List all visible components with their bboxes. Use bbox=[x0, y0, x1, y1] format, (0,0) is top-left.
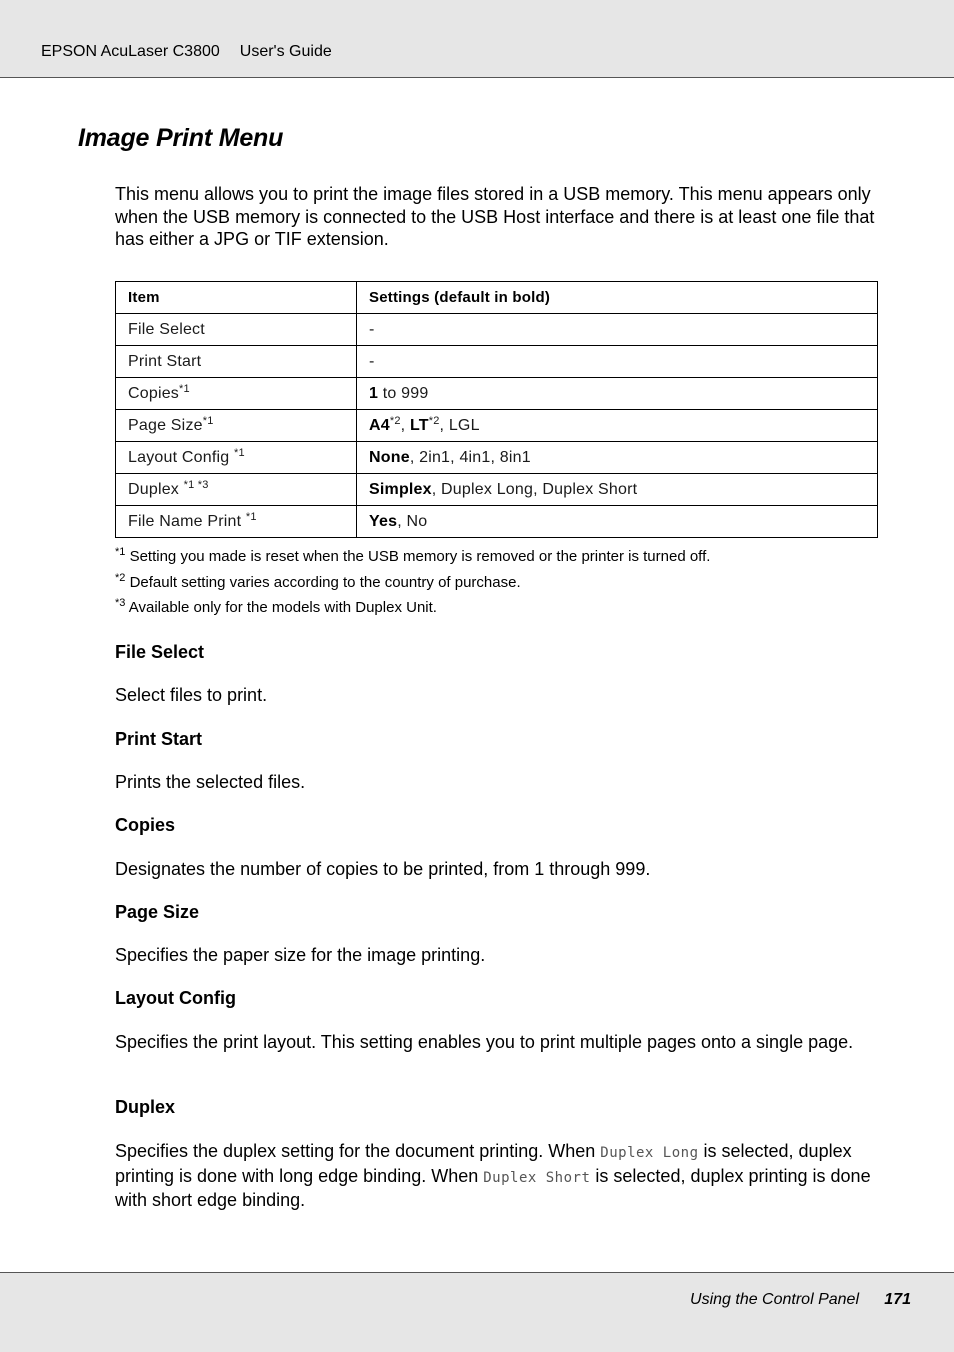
settings-cell bbox=[357, 506, 878, 538]
body-text: is selected, duplex printing is done with short edge binding. bbox=[115, 1165, 871, 1210]
section-heading-duplex: Duplex bbox=[115, 1097, 176, 1117]
footnote-ref: *1 bbox=[202, 414, 214, 427]
default-value: A4 bbox=[369, 416, 390, 434]
footnote-text: Setting you made is reset when the USB memory is removed or the printer is turned off. bbox=[125, 548, 711, 565]
item-cell bbox=[116, 474, 357, 506]
section-heading-print-start: Print Start bbox=[115, 729, 203, 749]
settings-table bbox=[115, 281, 878, 538]
default-value: None bbox=[369, 448, 410, 466]
table-footnotes bbox=[115, 548, 710, 625]
settings-value: to 999 bbox=[378, 384, 429, 402]
panel-setting-text: Duplex Short bbox=[483, 1169, 591, 1186]
section-heading-page-size: Page Size bbox=[115, 902, 200, 922]
page-title: Image Print Menu bbox=[78, 124, 284, 152]
table-row bbox=[116, 346, 878, 378]
body-text: Specifies the duplex setting for the document printing. When bbox=[115, 1141, 601, 1161]
footnote bbox=[115, 599, 710, 625]
separator: , bbox=[400, 416, 410, 434]
default-value: Yes bbox=[369, 512, 398, 530]
item-cell bbox=[116, 442, 357, 474]
footnote-ref: *1 bbox=[245, 510, 257, 523]
default-value: Simplex bbox=[369, 480, 432, 498]
guide-name: User's Guide bbox=[239, 43, 332, 60]
item-cell bbox=[116, 346, 357, 378]
settings-cell bbox=[357, 346, 878, 378]
footnote-mark: *1 bbox=[115, 546, 126, 558]
item-label: File Name Print bbox=[128, 512, 246, 530]
page-header bbox=[0, 0, 954, 78]
item-cell bbox=[116, 378, 357, 410]
intro-paragraph: This menu allows you to print the image files stored in a USB memory. This menu appears only when the USB memory is connected to the USB Host interface and there is at least one file that has either a JPG or TIF extension. bbox=[115, 184, 875, 249]
body-text: is selected, duplex printing is done with long edge binding. When bbox=[115, 1141, 852, 1186]
table-row bbox=[116, 314, 878, 346]
section-heading-copies: Copies bbox=[115, 815, 176, 835]
panel-setting-text: Duplex Long bbox=[600, 1145, 699, 1161]
settings-value: - bbox=[369, 352, 375, 370]
settings-cell bbox=[357, 410, 878, 442]
settings-cell bbox=[357, 474, 878, 506]
table-row bbox=[116, 474, 878, 506]
settings-cell bbox=[357, 314, 878, 346]
section-body-duplex bbox=[115, 1140, 885, 1212]
table-row bbox=[116, 378, 878, 410]
footnote-ref: *2 bbox=[389, 414, 401, 427]
footnote-ref: *2 bbox=[428, 414, 440, 427]
footnote bbox=[115, 571, 710, 600]
settings-value: , Duplex Long, Duplex Short bbox=[431, 480, 638, 498]
settings-value: , LGL bbox=[439, 416, 480, 434]
settings-cell bbox=[357, 378, 878, 410]
item-label: Print Start bbox=[128, 352, 202, 370]
section-body-copies: Designates the number of copies to be printed, from 1 through 999. bbox=[115, 859, 651, 879]
page-number: 171 bbox=[884, 1291, 911, 1308]
table-row bbox=[116, 442, 878, 474]
section-body-print-start: Prints the selected files. bbox=[115, 772, 306, 792]
table-row bbox=[116, 410, 878, 442]
section-heading-file-select: File Select bbox=[115, 642, 205, 662]
default-value: 1 bbox=[369, 384, 379, 402]
footnote-ref: *1 *3 bbox=[183, 478, 209, 491]
item-label: File Select bbox=[128, 320, 205, 338]
footnote bbox=[115, 548, 710, 574]
item-label: Duplex bbox=[128, 480, 184, 498]
page-footer bbox=[0, 1272, 954, 1352]
item-label: Layout Config bbox=[128, 448, 234, 466]
settings-value: , No bbox=[397, 512, 428, 530]
footnote-text: Default setting varies according to the country of purchase. bbox=[125, 573, 521, 591]
table-header-settings: Settings (default in bold) bbox=[357, 282, 878, 314]
table-header-row bbox=[116, 282, 878, 314]
section-body-file-select: Select files to print. bbox=[115, 685, 268, 705]
footnote-ref: *1 bbox=[233, 446, 245, 459]
item-label: Copies bbox=[128, 384, 180, 402]
item-cell bbox=[116, 410, 357, 442]
item-cell bbox=[116, 314, 357, 346]
footnote-ref: *1 bbox=[179, 382, 190, 395]
item-label: Page Size bbox=[128, 416, 203, 434]
header-text bbox=[41, 43, 332, 61]
section-heading-layout-config: Layout Config bbox=[115, 988, 236, 1008]
settings-value: , 2in1, 4in1, 8in1 bbox=[409, 448, 531, 466]
settings-cell bbox=[357, 442, 878, 474]
footnote-mark: *3 bbox=[115, 597, 126, 609]
product-name: EPSON AcuLaser C3800 bbox=[41, 43, 220, 60]
footer-section: Using the Control Panel bbox=[690, 1291, 859, 1308]
footnote-mark: *2 bbox=[115, 571, 126, 584]
section-body-layout-config: Specifies the print layout. This setting enables you to print multiple pages onto a single page. bbox=[115, 1032, 854, 1052]
default-value: LT bbox=[409, 416, 429, 434]
table-header-item: Item bbox=[116, 282, 357, 314]
footnote-text: Available only for the models with Duplex Unit. bbox=[125, 599, 437, 616]
table-row bbox=[116, 506, 878, 538]
item-cell bbox=[116, 506, 357, 538]
section-body-page-size: Specifies the paper size for the image printing. bbox=[115, 945, 486, 965]
settings-value: - bbox=[369, 320, 375, 338]
